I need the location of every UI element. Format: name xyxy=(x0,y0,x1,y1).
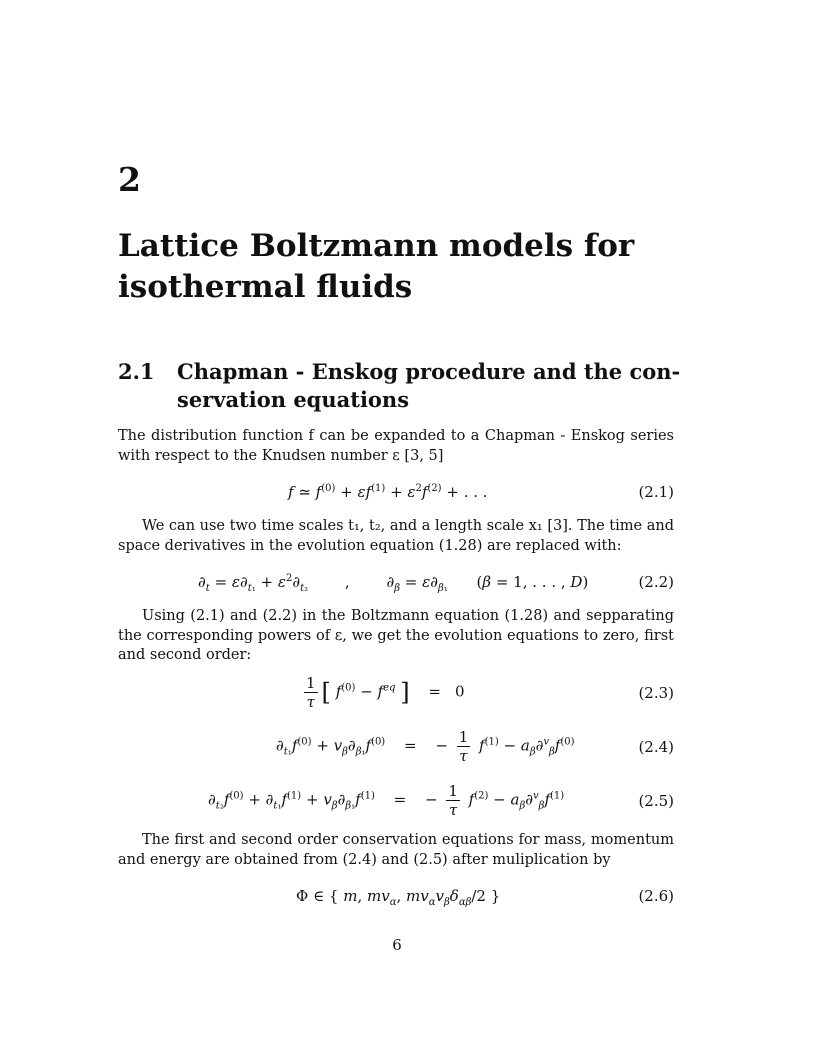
equation-2-6: Φ ∈ { m, $mv_\alpha$, $mv_\alpha v_\beta\delta_{\alpha\beta}/2$ } xyxy=(296,887,501,908)
equation-number: (2.6) xyxy=(638,887,674,905)
paragraph-3: Using (2.1) and (2.2) in the Boltzmann equation (1.28) and sepparating the corresponding powers of ε, we get the evolution equations to zero, first and second order: xyxy=(118,608,674,663)
equation-2-1: f ≃ $f^{(0)} + \varepsilon f^{(1)} + \varepsilon^2f^{(2)}$ + . . . xyxy=(288,483,488,501)
equation-2-2: $\partial_t = \varepsilon\partial_{t_1} + \varepsilon^2\partial_{t_2}$ , $\partial_\beta = \varepsilon\partial_{\beta_1}$ (β = 1, . . . , D) xyxy=(198,573,589,594)
equation-number: (2.1) xyxy=(638,483,674,501)
paragraph-1: The distribution function f can be expanded to a Chapman - Enskog series with respect to the Knudsen number ε [3, 5] xyxy=(118,428,674,464)
paragraph-4: The first and second order conservation equations for mass, momentum and energy are obtained from (2.4) and (2.5) after muliplication by xyxy=(118,832,674,868)
equation-number: (2.2) xyxy=(638,573,674,591)
paragraph-2: We can use two time scales t₁, t₂, and a length scale x₁ [3]. The time and space derivatives in the evolution equation (1.28) are replaced with: xyxy=(118,518,674,554)
equation-number: (2.5) xyxy=(638,792,674,810)
equation-2-4: $\partial_{t_1}f^{(0)} + v_\beta\partial_{\beta_1}f^{(0)}$ = − $\frac{1}{\tau}$ $f^{(1)} - a_\beta\partial^v_\beta f^{(0)}$ xyxy=(276,728,575,765)
equation-2-5: $\partial_{t_2}f^{(0)} + \partial_{t_1}f^{(1)} + v_\beta\partial_{\beta_1}f^{(1)}$ = − $\frac{1}{\tau}$ $f^{(2)} - a_\beta\partial^v_\beta f^{(1)}$ xyxy=(208,782,565,819)
equation-number: (2.4) xyxy=(638,738,674,756)
chapter-title: Lattice Boltzmann models for isothermal fluids xyxy=(118,228,635,305)
section-number: 2.1 xyxy=(118,359,155,384)
equation-number: (2.3) xyxy=(638,684,674,702)
equation-2-3: $\frac{1}{\tau}$ [ $f^{(0)} - f^{eq}$ ] = 0 xyxy=(306,674,465,711)
section-title-line2: servation equations xyxy=(177,387,410,412)
chapter-number: 2 xyxy=(118,160,141,199)
section-title xyxy=(177,358,680,414)
section-title-line1: Chapman - Enskog procedure and the con- xyxy=(177,359,681,384)
page-number: 6 xyxy=(392,936,402,954)
